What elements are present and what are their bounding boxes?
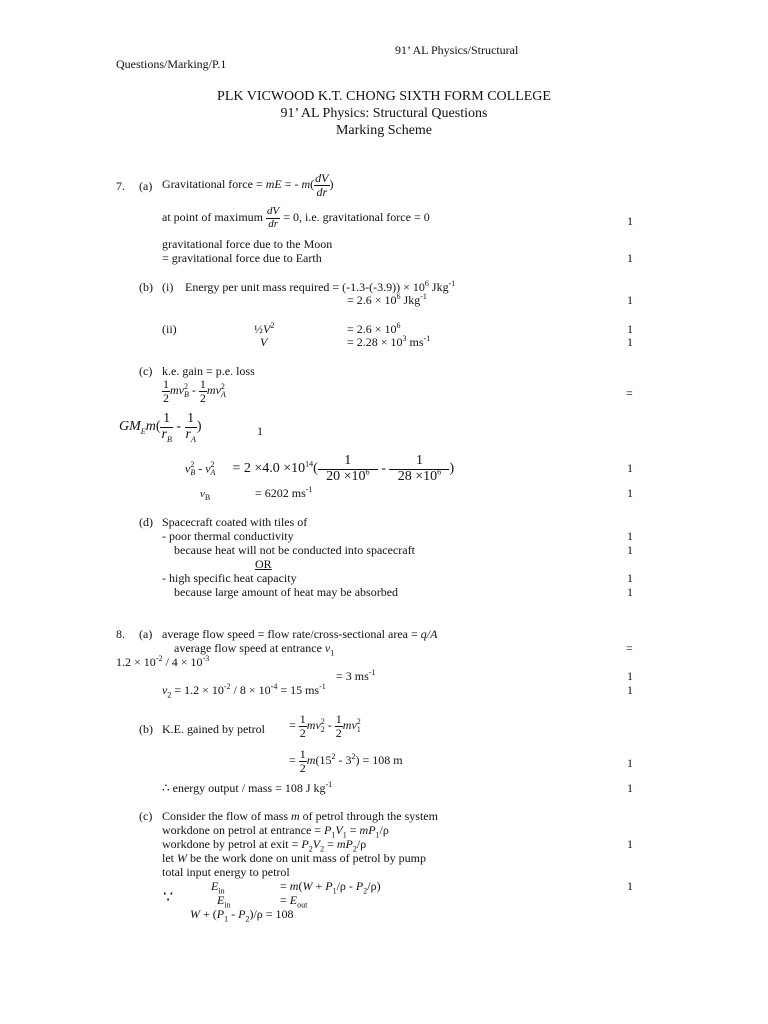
mark: 1 [627, 683, 633, 697]
q7c-substitution: v 2 B - v 2 A = $2 \times 4.0 \times 10^{14}$( $\frac{1}{20 \times 10^6}$ - $\frac{1}{28 \times 10^6}$ ) [185, 453, 455, 484]
subject-title: 91’ AL Physics: Structural Questions [280, 106, 488, 121]
mark: 1 [627, 879, 633, 893]
q7d-line2: - poor thermal conductivity [162, 529, 294, 543]
q8a-line5: $v_2 = 1.2 \times 10^{-2} / 8 \times 10^{-4} = 15$ $ms^{-1}$ [162, 682, 326, 700]
q8b-label: (b) [139, 722, 153, 736]
mark: 1 [627, 293, 633, 307]
q8c-ein-expr: = $m(W + P_1/\rho - P_2/\rho)$ [280, 879, 381, 896]
q8c-ein-1: $E_{in}$ [211, 879, 225, 896]
q8c-line1: Consider the flow of mass m of petrol through the system [162, 809, 438, 823]
mark: 1 [627, 756, 633, 770]
mark: 1 [627, 335, 633, 349]
q8c-line2: workdone on petrol at entrance = $P_1V_1 = mP_1/\rho$ [162, 823, 389, 840]
q7d-line4: - high specific heat capacity [162, 571, 297, 585]
q7c-ke-equation: $\frac{1}{2}$ mv 2 B - $\frac{1}{2}$ mv 2 A [163, 377, 226, 405]
mark: 1 [627, 837, 633, 851]
q8b-ke-result: = $\frac{1}{2}$ $m(15^2 - 3^2) = 108$ m [289, 747, 403, 775]
q8a-eq-right: = [626, 641, 633, 655]
q8a-line3: $1.2 \times 10^{-2} / 4 \times 10^{-3}$ [116, 654, 210, 669]
q8c-final: $W + (P_1 - P_2)/\rho = 108$ [190, 907, 294, 924]
q7a-line2: at point of maximum $\frac{dV}{dr}$ = 0, i.e. gravitational force = 0 [162, 205, 430, 230]
scheme-title: Marking Scheme [335, 123, 433, 138]
q7d-line5: because large amount of heat may be absorbed [174, 585, 399, 599]
q8a-line2: average flow speed at entrance $v_1$ [174, 641, 335, 658]
q7d-line3: because heat will not be conducted into spacecraft [174, 543, 415, 557]
q8c-line3: workdone by petrol at exit = $P_2V_2 = mP_2/\rho$ [162, 837, 367, 854]
q7-number: 7. [116, 179, 125, 193]
q7b-ii-half-v2: $\frac{1}{2}V^2$ [254, 321, 275, 336]
mark: 1 [627, 322, 633, 336]
mark: 1 [627, 571, 633, 585]
q7b-ii-r1: = $2.6 \times 10^6$ [347, 321, 401, 336]
q8c-ein-2: $E_{in}$ [217, 893, 231, 910]
q7b-ii-label: (ii) [162, 322, 177, 336]
mark: 1 [627, 461, 633, 475]
q7a-line4: = gravitational force due to Earth [162, 251, 322, 265]
college-title: PLK VICWOOD K.T. CHONG SIXTH FORM COLLEGE [217, 89, 551, 104]
mark: 1 [627, 585, 633, 599]
q7c-vb: $v_B$ [200, 488, 211, 503]
q7d-or: OR [255, 557, 272, 571]
mark: 1 [627, 486, 633, 500]
q7b-i-label: (i) [162, 280, 174, 294]
q7a-line1: Gravitational force = mE = - m( $\frac{dV}{dr}$ ) [162, 171, 334, 199]
q7b-label: (b) [139, 280, 153, 294]
header-code: 91’ AL Physics/Structural [395, 43, 519, 57]
q7b-ii-r2: = $2.28 \times 10^3$ $ms^{-1}$ [347, 334, 431, 349]
q7c-label: (c) [139, 364, 153, 378]
mark: 1 [627, 214, 633, 228]
q8-number: 8. [116, 627, 125, 641]
q7a-line3: gravitational force due to the Moon [162, 237, 333, 251]
mark: 1 [627, 543, 633, 557]
mark: 1 [627, 251, 633, 265]
q7c-inline-mark: 1 [257, 424, 263, 438]
q8c-label: (c) [139, 809, 153, 823]
q8a-line4: = 3 $ms^{-1}$ [336, 668, 376, 683]
q8b-ke-equation: = $\frac{1}{2}$ mv 2 2 - $\frac{1}{2}$ mv 2 1 [289, 712, 361, 740]
q8c-line4: let W be the work done on unit mass of petrol by pump [162, 851, 426, 865]
q7c-vb-result: = 6202 $ms^{-1}$ [255, 485, 313, 500]
q8c-eout: = $E_{out}$ [280, 893, 308, 910]
mark: 1 [627, 529, 633, 543]
q7c-eq-right: = [626, 386, 633, 400]
q7d-line1: Spacecraft coated with tiles of [162, 515, 308, 529]
q8a-label: (a) [139, 627, 153, 641]
q8b-energy-output: ∴ energy output / mass = 108 J $kg^{-1}$ [162, 780, 333, 795]
q7c-pe-equation: $GM_Em$( $\frac{1}{r_B}$ - $\frac{1}{r_A}$ ) [119, 411, 202, 444]
q8c-line5: total input energy to petrol [162, 865, 290, 879]
q8a-line1: average flow speed = flow rate/cross-sectional area = q/A [162, 627, 438, 641]
q7b-i-text: Energy per unit mass required = $(-1.3-(-3.9)) \times 10^6$ Jkg$^{-1}$ [185, 279, 456, 294]
q7d-label: (d) [139, 515, 153, 529]
because-symbol: ∵ [163, 889, 174, 906]
mark: 1 [627, 781, 633, 795]
q7b-ii-v: V [260, 335, 268, 349]
q7c-text: k.e. gain = p.e. loss [162, 364, 255, 378]
q8b-text: K.E. gained by petrol [162, 722, 265, 736]
header-page: Questions/Marking/P.1 [116, 57, 227, 71]
mark: 1 [627, 669, 633, 683]
q7b-i-result: = $2.6 \times 10^6$ Jkg$^{-1}$ [347, 292, 427, 307]
q7a-label: (a) [139, 179, 153, 193]
